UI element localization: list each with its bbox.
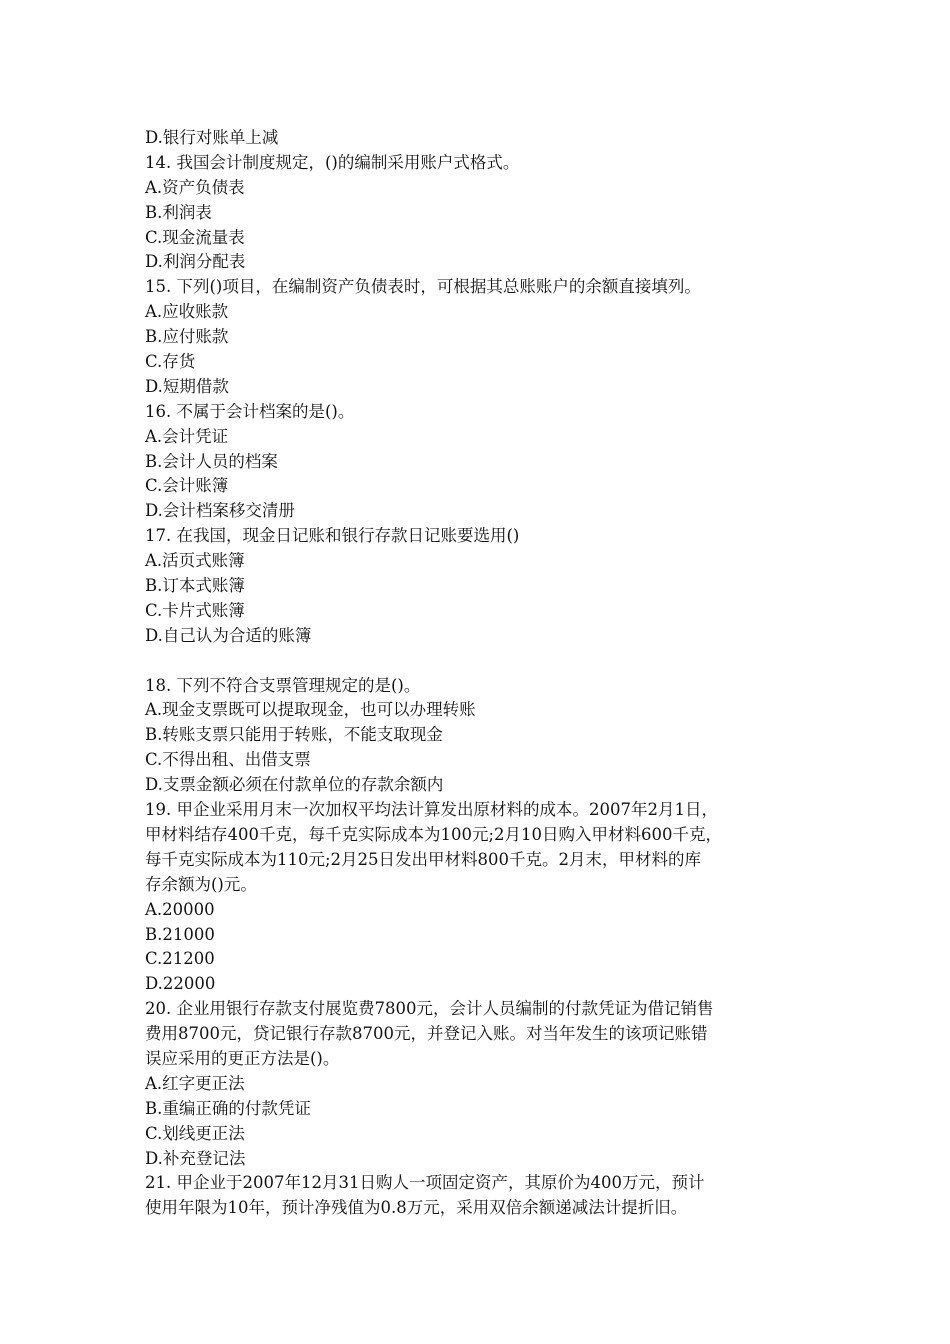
option-16a: A.会计凭证 <box>145 426 229 446</box>
blank-line <box>145 649 815 674</box>
option-15c: C.存货 <box>145 352 196 372</box>
question-18: 18. 下列不符合支票管理规定的是()。 <box>145 675 421 695</box>
option-17a: A.活页式账簿 <box>145 551 245 571</box>
question-20-line-3: 误应采用的更正方法是()。 <box>145 1048 340 1068</box>
option-19b: B.21000 <box>145 924 215 944</box>
question-20-line-2: 费用8700元，贷记银行存款8700元，并登记入账。对当年发生的该项记账错 <box>145 1024 708 1044</box>
option-18a: A.现金支票既可以提取现金，也可以办理转账 <box>145 700 476 720</box>
option-15b: B.应付账款 <box>145 327 229 347</box>
option-14c: C.现金流量表 <box>145 227 245 247</box>
question-20-line-1: 20. 企业用银行存款支付展览费7800元，会计人员编制的付款凭证为借记销售 <box>145 999 714 1019</box>
option-18b: B.转账支票只能用于转账，不能支取现金 <box>145 725 443 745</box>
question-19-line-2: 甲材料结存400千克，每千克实际成本为100元;2月10日购入甲材料600千克， <box>145 824 723 844</box>
question-14: 14. 我国会计制度规定，()的编制采用账户式格式。 <box>145 152 520 172</box>
option-13d: D.银行对账单上减 <box>145 128 279 147</box>
option-17b: B.订本式账簿 <box>145 576 245 596</box>
option-19c: C.21200 <box>145 949 215 969</box>
option-17c: C.卡片式账簿 <box>145 600 245 620</box>
option-14a: A.资产负债表 <box>145 177 245 197</box>
option-16d: D.会计档案移交清册 <box>145 501 295 521</box>
question-15: 15. 下列()项目，在编制资产负债表时，可根据其总账账户的余额直接填列。 <box>145 277 701 297</box>
question-21-line-2: 使用年限为10年，预计净残值为0.8万元，采用双倍余额递减法计提折旧。 <box>145 1198 688 1218</box>
question-21-line-1: 21. 甲企业于2007年12月31日购人一项固定资产，其原价为400万元，预计 <box>145 1173 705 1193</box>
option-19a: A.20000 <box>145 899 215 919</box>
question-17: 17. 在我国，现金日记账和银行存款日记账要选用() <box>145 526 520 546</box>
option-17d: D.自己认为合适的账簿 <box>145 625 312 645</box>
option-20b: B.重编正确的付款凭证 <box>145 1098 311 1118</box>
question-19-line-3: 每千克实际成本为110元;2月25日发出甲材料800千克。2月末，甲材料的库 <box>145 849 702 869</box>
option-14d: D.利润分配表 <box>145 252 246 272</box>
option-18c: C.不得出租、出借支票 <box>145 750 311 770</box>
option-19d: D.22000 <box>145 974 216 994</box>
option-16b: B.会计人员的档案 <box>145 451 278 471</box>
document-body <box>145 126 815 1221</box>
option-20a: A.红字更正法 <box>145 1073 245 1093</box>
option-18d: D.支票金额必须在付款单位的存款余额内 <box>145 775 444 795</box>
question-16: 16. 不属于会计档案的是()。 <box>145 401 355 421</box>
option-20c: C.划线更正法 <box>145 1123 245 1143</box>
option-16c: C.会计账簿 <box>145 476 229 496</box>
question-19-line-1: 19. 甲企业采用月末一次加权平均法计算发出原材料的成本。2007年2月1日， <box>145 800 718 820</box>
option-15a: A.应收账款 <box>145 302 229 322</box>
option-14b: B.利润表 <box>145 202 212 222</box>
option-20d: D.补充登记法 <box>145 1148 246 1168</box>
question-19-line-4: 存余额为()元。 <box>145 874 257 894</box>
option-15d: D.短期借款 <box>145 376 229 396</box>
